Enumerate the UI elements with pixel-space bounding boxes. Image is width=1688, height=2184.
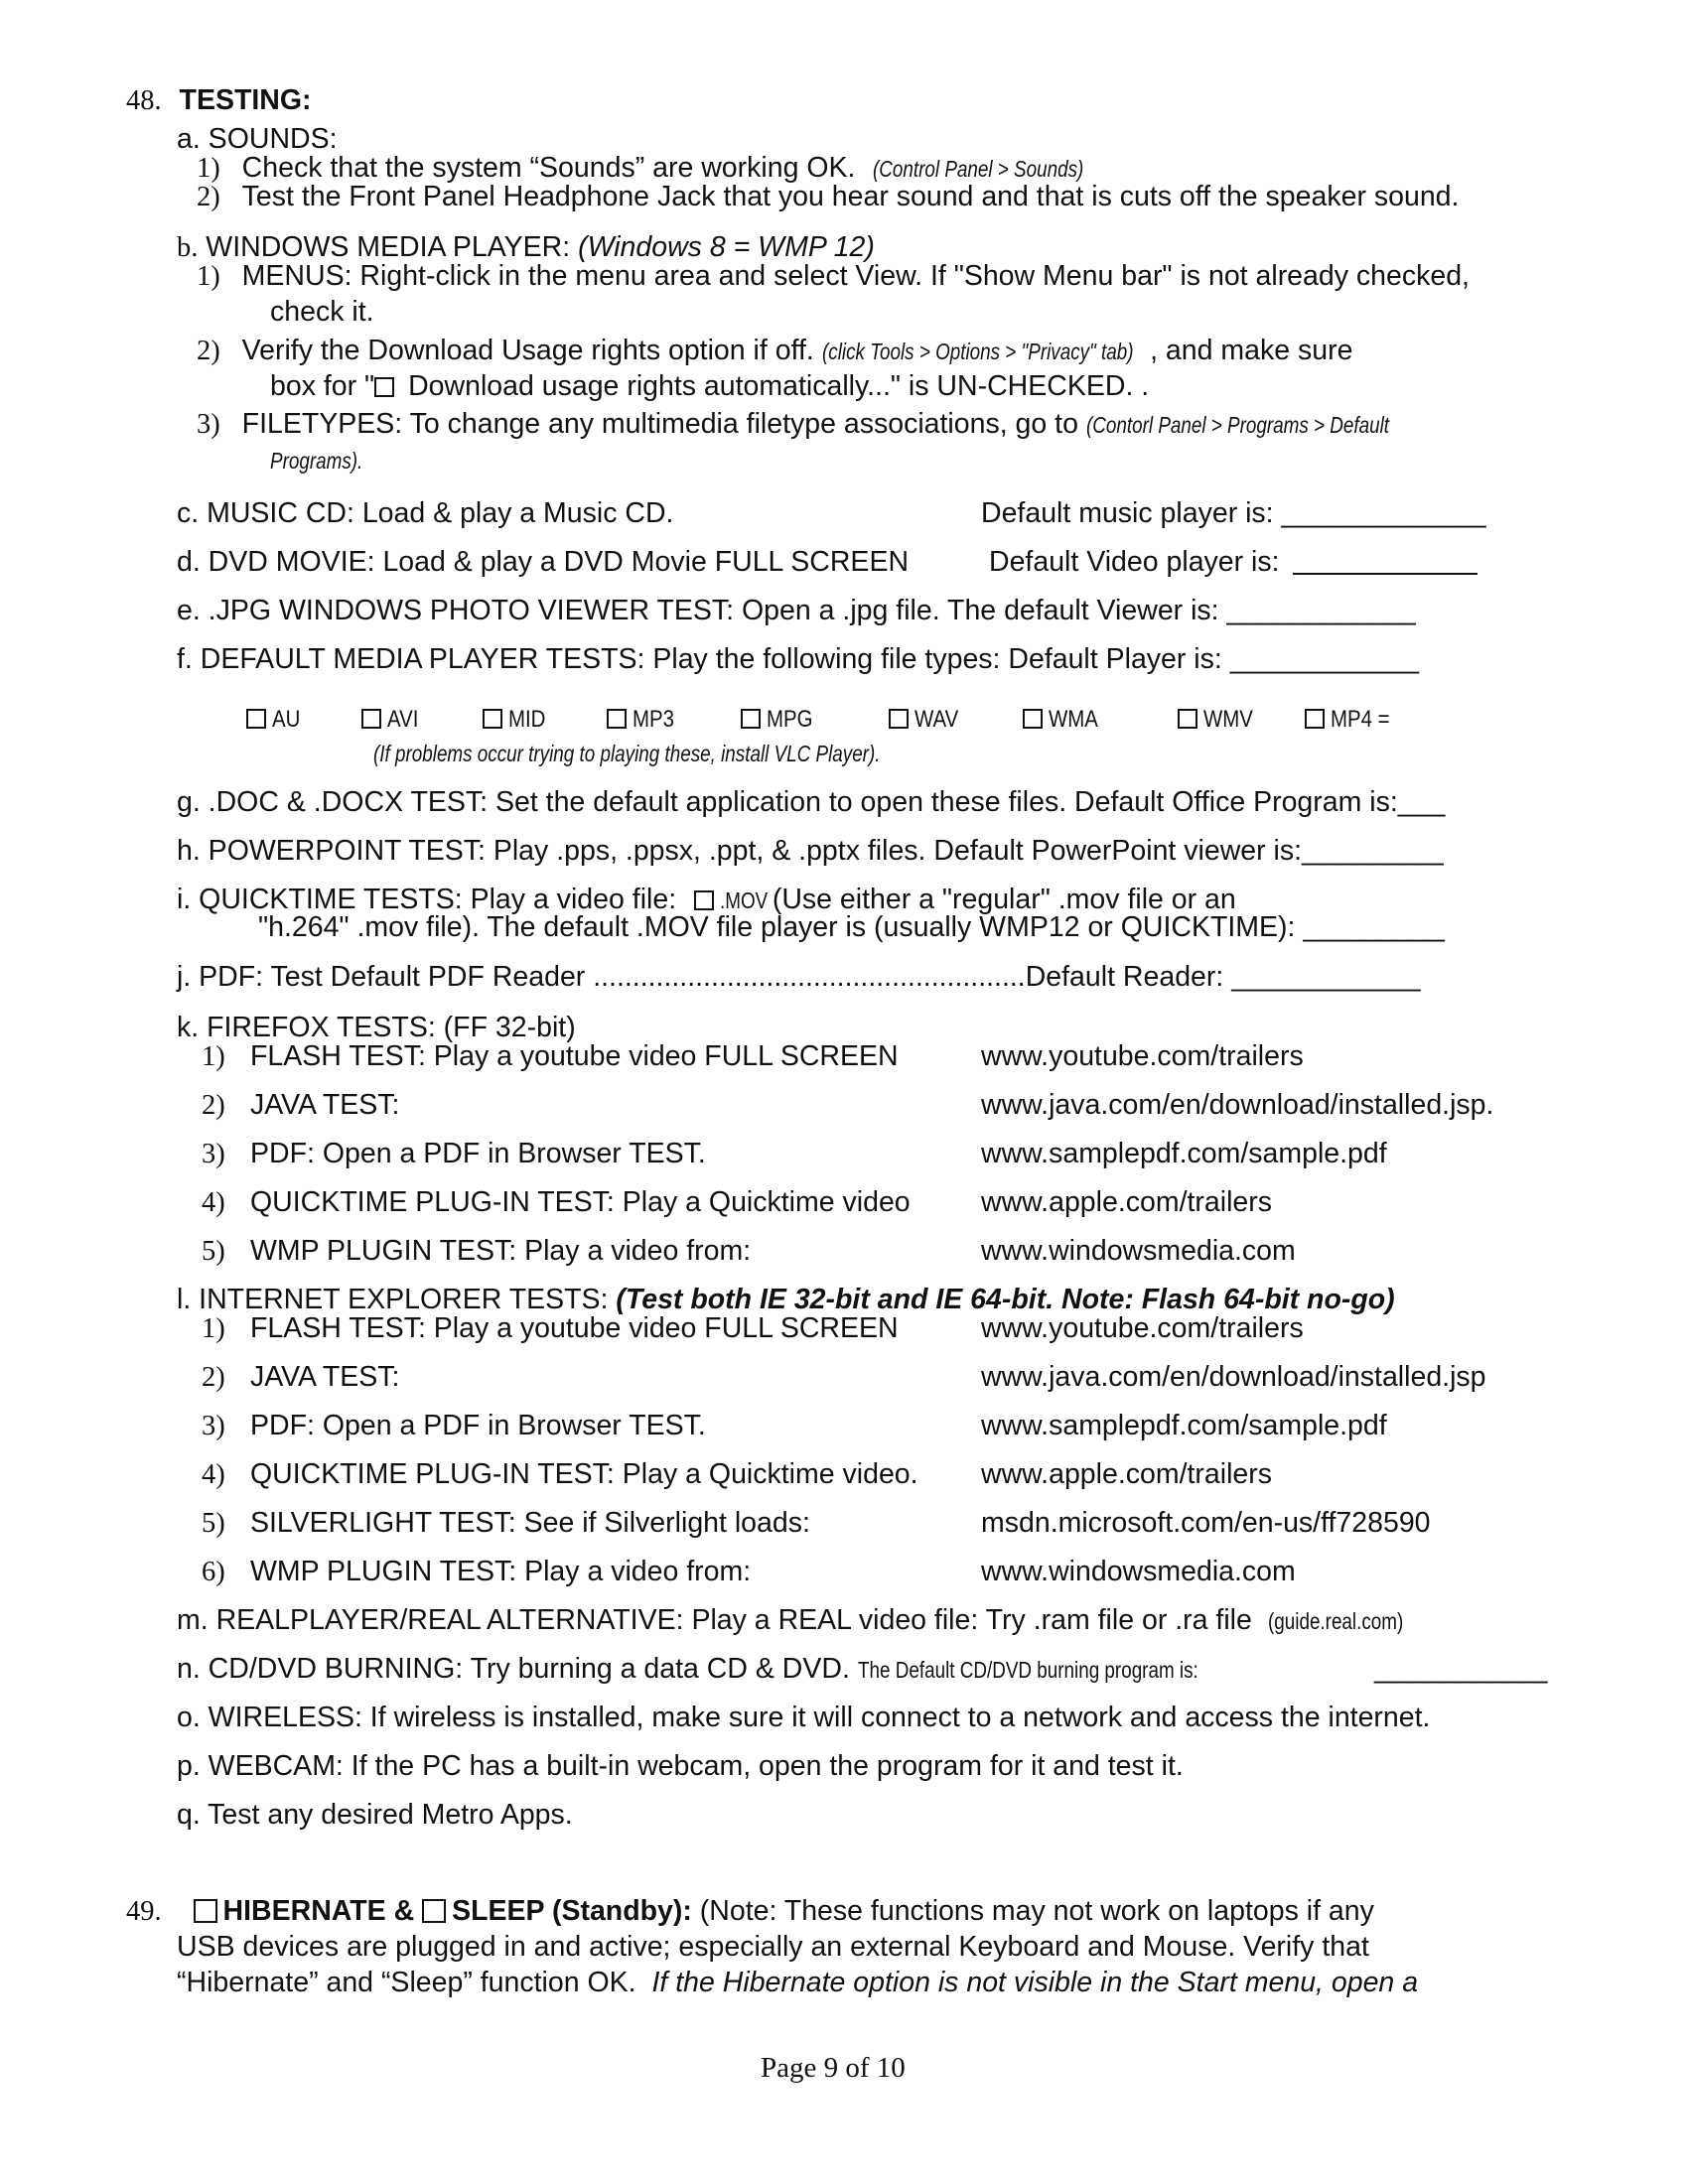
vlc-note: (If problems occur trying to playing these, install VLC Player). (373, 741, 881, 766)
music-cd-item: c. MUSIC CD: Load & play a Music CD. (177, 497, 674, 529)
mov-checkbox[interactable] (694, 890, 714, 910)
firefox-item-2: 2) (202, 1090, 225, 1121)
ie-item-6: 6) (202, 1557, 225, 1587)
firefox-url-1[interactable]: www.youtube.com/trailers (981, 1040, 1304, 1072)
page-number: Page 9 of 10 (761, 2052, 906, 2084)
firefox-item-4: 4) (202, 1187, 225, 1218)
ie-url-5[interactable]: msdn.microsoft.com/en-us/ff728590 (981, 1507, 1431, 1539)
wmp-item-2-cont: box for " Download usage rights automatically..." is UN-CHECKED. . (270, 370, 1150, 402)
download-rights-checkbox[interactable] (374, 377, 394, 397)
wireless-item: o. WIRELESS: If wireless is installed, make sure it will connect to a network and access the internet. (177, 1702, 1431, 1733)
section-48-heading (126, 83, 312, 118)
webcam-item: p. WEBCAM: If the PC has a built-in webcam, open the program for it and test it. (177, 1750, 1184, 1782)
firefox-heading: k. FIREFOX TESTS: (FF 32-bit) (177, 1012, 576, 1043)
filetype-au[interactable]: AU (246, 705, 305, 735)
wmp-item-1: 1) MENUS: Right-click in the menu area and select View. If "Show Menu bar" is not already checked, (197, 260, 1470, 292)
ie-url-2[interactable]: www.java.com/en/download/installed.jsp (981, 1361, 1486, 1393)
firefox-url-4[interactable]: www.apple.com/trailers (981, 1186, 1273, 1218)
firefox-item-3: 3) (202, 1139, 225, 1169)
ie-item-5: 5) (202, 1508, 225, 1539)
wmp-heading: b. WINDOWS MEDIA PLAYER: (Windows 8 = WMP 12) (177, 231, 875, 263)
burning-blank[interactable]: ___________ (1374, 1653, 1548, 1685)
dvd-movie-default: Default Video player is: (989, 545, 1477, 579)
sounds-item-1: 1) Check that the system “Sounds” are working OK. (Control Panel > Sounds) (197, 152, 1084, 184)
firefox-url-2[interactable]: www.java.com/en/download/installed.jsp. (981, 1089, 1494, 1121)
realplayer-item: m. REALPLAYER/REAL ALTERNATIVE: Play a REAL video file: Try .ram file or .ra file (guide.real.com) (177, 1604, 1404, 1636)
section-49-line-3: “Hibernate” and “Sleep” function OK. If the Hibernate option is not visible in the Start menu, open a (177, 1967, 1419, 1998)
dvd-movie-item: d. DVD MOVIE: Load & play a DVD Movie FULL SCREEN (177, 546, 910, 578)
sounds-item-2: 2) Test the Front Panel Headphone Jack that you hear sound and that is cuts off the speaker sound. (197, 181, 1460, 212)
section-49-heading: 49. HIBERNATE & SLEEP (Standby): (Note: These functions may not work on laptops if any (126, 1895, 1374, 1927)
hibernate-checkbox[interactable] (194, 1899, 217, 1923)
firefox-url-5[interactable]: www.windowsmedia.com (981, 1235, 1296, 1267)
ie-url-4[interactable]: www.apple.com/trailers (981, 1458, 1273, 1490)
filetype-mpg[interactable]: MPG (741, 705, 821, 735)
quicktime-test-item: i. QUICKTIME TESTS: Play a video file: .MOV (Use either a "regular" .mov file or an (177, 884, 1236, 915)
ie-item-3: 3) (202, 1411, 225, 1441)
filetype-mp3[interactable]: MP3 (607, 705, 681, 735)
powerpoint-test-item: h. POWERPOINT TEST: Play .pps, .ppsx, .ppt, & .pptx files. Default PowerPoint viewer is:_________ (177, 835, 1444, 867)
ie-item-2: 2) (202, 1362, 225, 1393)
sounds-heading: a. SOUNDS: (177, 123, 338, 155)
filetype-mid[interactable]: MID (483, 705, 552, 735)
dvd-player-blank[interactable] (1293, 549, 1477, 575)
section-title: TESTING: (179, 84, 312, 116)
ie-url-6[interactable]: www.windowsmedia.com (981, 1556, 1296, 1587)
music-cd-default: Default music player is: _____________ (981, 497, 1486, 529)
wmp-item-3: 3) FILETYPES: To change any multimedia filetype associations, go to (Contorl Panel > Programs > Default (197, 408, 1389, 440)
filetype-wav[interactable]: WAV (889, 705, 966, 735)
jpg-viewer-item: e. .JPG WINDOWS PHOTO VIEWER TEST: Open a .jpg file. The default Viewer is: ____________ (177, 595, 1416, 626)
default-media-player-item: f. DEFAULT MEDIA PLAYER TESTS: Play the following file types: Default Player is: ____________ (177, 643, 1419, 675)
sleep-checkbox[interactable] (422, 1899, 446, 1923)
ie-url-1[interactable]: www.youtube.com/trailers (981, 1312, 1304, 1344)
firefox-item-5: 5) (202, 1236, 225, 1267)
section-number: 48. (126, 85, 162, 116)
quicktime-test-cont: "h.264" .mov file). The default .MOV file player is (usually WMP12 or QUICKTIME): _________ (258, 911, 1446, 943)
doc-test-item: g. .DOC & .DOCX TEST: Set the default application to open these files. Default Office Program is:___ (177, 786, 1446, 818)
firefox-item-1: 1) (202, 1041, 225, 1072)
document-page: 48. TESTING: a. SOUNDS: 1) Check that the system “Sounds” are working OK. (Control Panel > Sounds) 2) Test the Front Panel Headphone Jack that you hear sound and that is cuts off the speaker sound. b. WINDOWS MEDIA PLAYER: (Windows 8 = WMP 12) 1) MENUS: Right-click in the menu area and select View. If "Show Menu bar" is not already checked, check it. 2) Verify the Download Usage rights option if off. (click Tools > Options > "Privacy" tab) , and make sure box for " Download usage rights automatically..." is UN-CHECKED. . 3) FILETYPES: To change any multimedia filetype associations, go to (Contorl Panel > Programs > Default Programs). c. MUSIC CD: Load & play a Music CD. Default music player is: _____________ d. DVD MOVIE: Load & play a DVD Movie FULL SCREEN Default Video player is: e. .JPG WINDOWS PHOTO VIEWER TEST: Open a .jpg file. The default Viewer is: ____________ f. DEFAULT MEDIA PLAYER TESTS: Play the following file types: Default Player is: ____________ AU AVI MID MP3 MPG WAV WMA WMV MP4 = (If problems occur trying to playing these, install VLC Player). g. .DOC & .DOCX TEST: Set the default application to open these files. Default Office Program is:___ h. POWERPOINT TEST: Play .pps, .ppsx, .ppt, & .pptx files. Default PowerPoint viewer is:_________ i. QUICKTIME TESTS: Play a video file: .MOV (Use either a "regular" .mov file or an "h.264" .mov file). The default .MOV file player is (usually WMP12 or QUICKTIME): _________ j. PDF: Test Default PDF Reader .......................................................Default Reader: ____________ k. FIREFOX TESTS: (FF 32-bit) 1) FLASH TEST: Play a youtube video FULL SCREEN www.youtube.com/trailers 2) JAVA TEST: www.java.com/en/download/installed.jsp. 3) PDF: Open a PDF in Browser TEST. www.samplepdf.com/sample.pdf 4) QUICKTIME PLUG-IN TEST: Play a Quicktime video www.apple.com/trailers 5) WMP PLUGIN TEST: Play a video from: www.windowsmedia.com l. INTERNET EXPLORER TESTS: (Test both IE 32-bit and IE 64-bit. Note: Flash 64-bit no-go) 1) FLASH TEST: Play a youtube video FULL SCREEN www.youtube.com/trailers 2) JAVA TEST: www.java.com/en/download/installed.jsp 3) PDF: Open a PDF in Browser TEST. www.samplepdf.com/sample.pdf 4) QUICKTIME PLUG-IN TEST: Play a Quicktime video. www.apple.com/trailers 5) SILVERLIGHT TEST: See if Silverlight loads: msdn.microsoft.com/en-us/ff728590 6) WMP PLUGIN TEST: Play a video from: www.windowsmedia.com m. REALPLAYER/REAL ALTERNATIVE: Play a REAL video file: Try .ram file or .ra file (guide.real.com) n. CD/DVD BURNING: Try burning a data CD & DVD. The Default CD/DVD burning program is: ___________ o. WIRELESS: If wireless is installed, make sure it will connect to a network and access the internet. p. WEBCAM: If the PC has a built-in webcam, open the program for it and test it. q. Test any desired Metro Apps. 49. HIBERNATE & SLEEP (Standby): (Note: These functions may not work on laptops if any USB devices are plugged in and active; especially an external Keyboard and Mouse. Verify that “Hibernate” and “Sleep” function OK. If the Hibernate option is not visible in the Start menu, open a Page 9 of 10 (126, 84, 1548, 2084)
ie-item-1: 1) (202, 1313, 225, 1344)
wmp-item-2: 2) Verify the Download Usage rights option if off. (click Tools > Options > "Privacy" tab) , and make sure (197, 335, 1353, 366)
cd-dvd-burning-item: n. CD/DVD BURNING: Try burning a data CD & DVD. The Default CD/DVD burning program is: (177, 1653, 1198, 1685)
filetype-avi[interactable]: AVI (361, 705, 424, 735)
pdf-reader-item: j. PDF: Test Default PDF Reader .......................................................Default Reader: ____________ (177, 961, 1421, 993)
wmp-item-3-cont: Programs). (270, 448, 363, 474)
firefox-url-3[interactable]: www.samplepdf.com/sample.pdf (981, 1138, 1387, 1169)
wmp-item-1-cont: check it. (270, 296, 374, 328)
ie-item-4: 4) (202, 1459, 225, 1490)
ie-url-3[interactable]: www.samplepdf.com/sample.pdf (981, 1410, 1387, 1441)
filetype-wma[interactable]: WMA (1023, 705, 1107, 735)
filetype-wmv[interactable]: WMV (1178, 705, 1262, 735)
filetype-mp4[interactable]: MP4 = (1305, 705, 1400, 735)
section-49-line-2: USB devices are plugged in and active; especially an external Keyboard and Mouse. Verify that (177, 1931, 1369, 1963)
metro-apps-item: q. Test any desired Metro Apps. (177, 1799, 573, 1831)
ie-heading: l. INTERNET EXPLORER TESTS: (Test both IE 32-bit and IE 64-bit. Note: Flash 64-bit no-go) (177, 1284, 1395, 1315)
